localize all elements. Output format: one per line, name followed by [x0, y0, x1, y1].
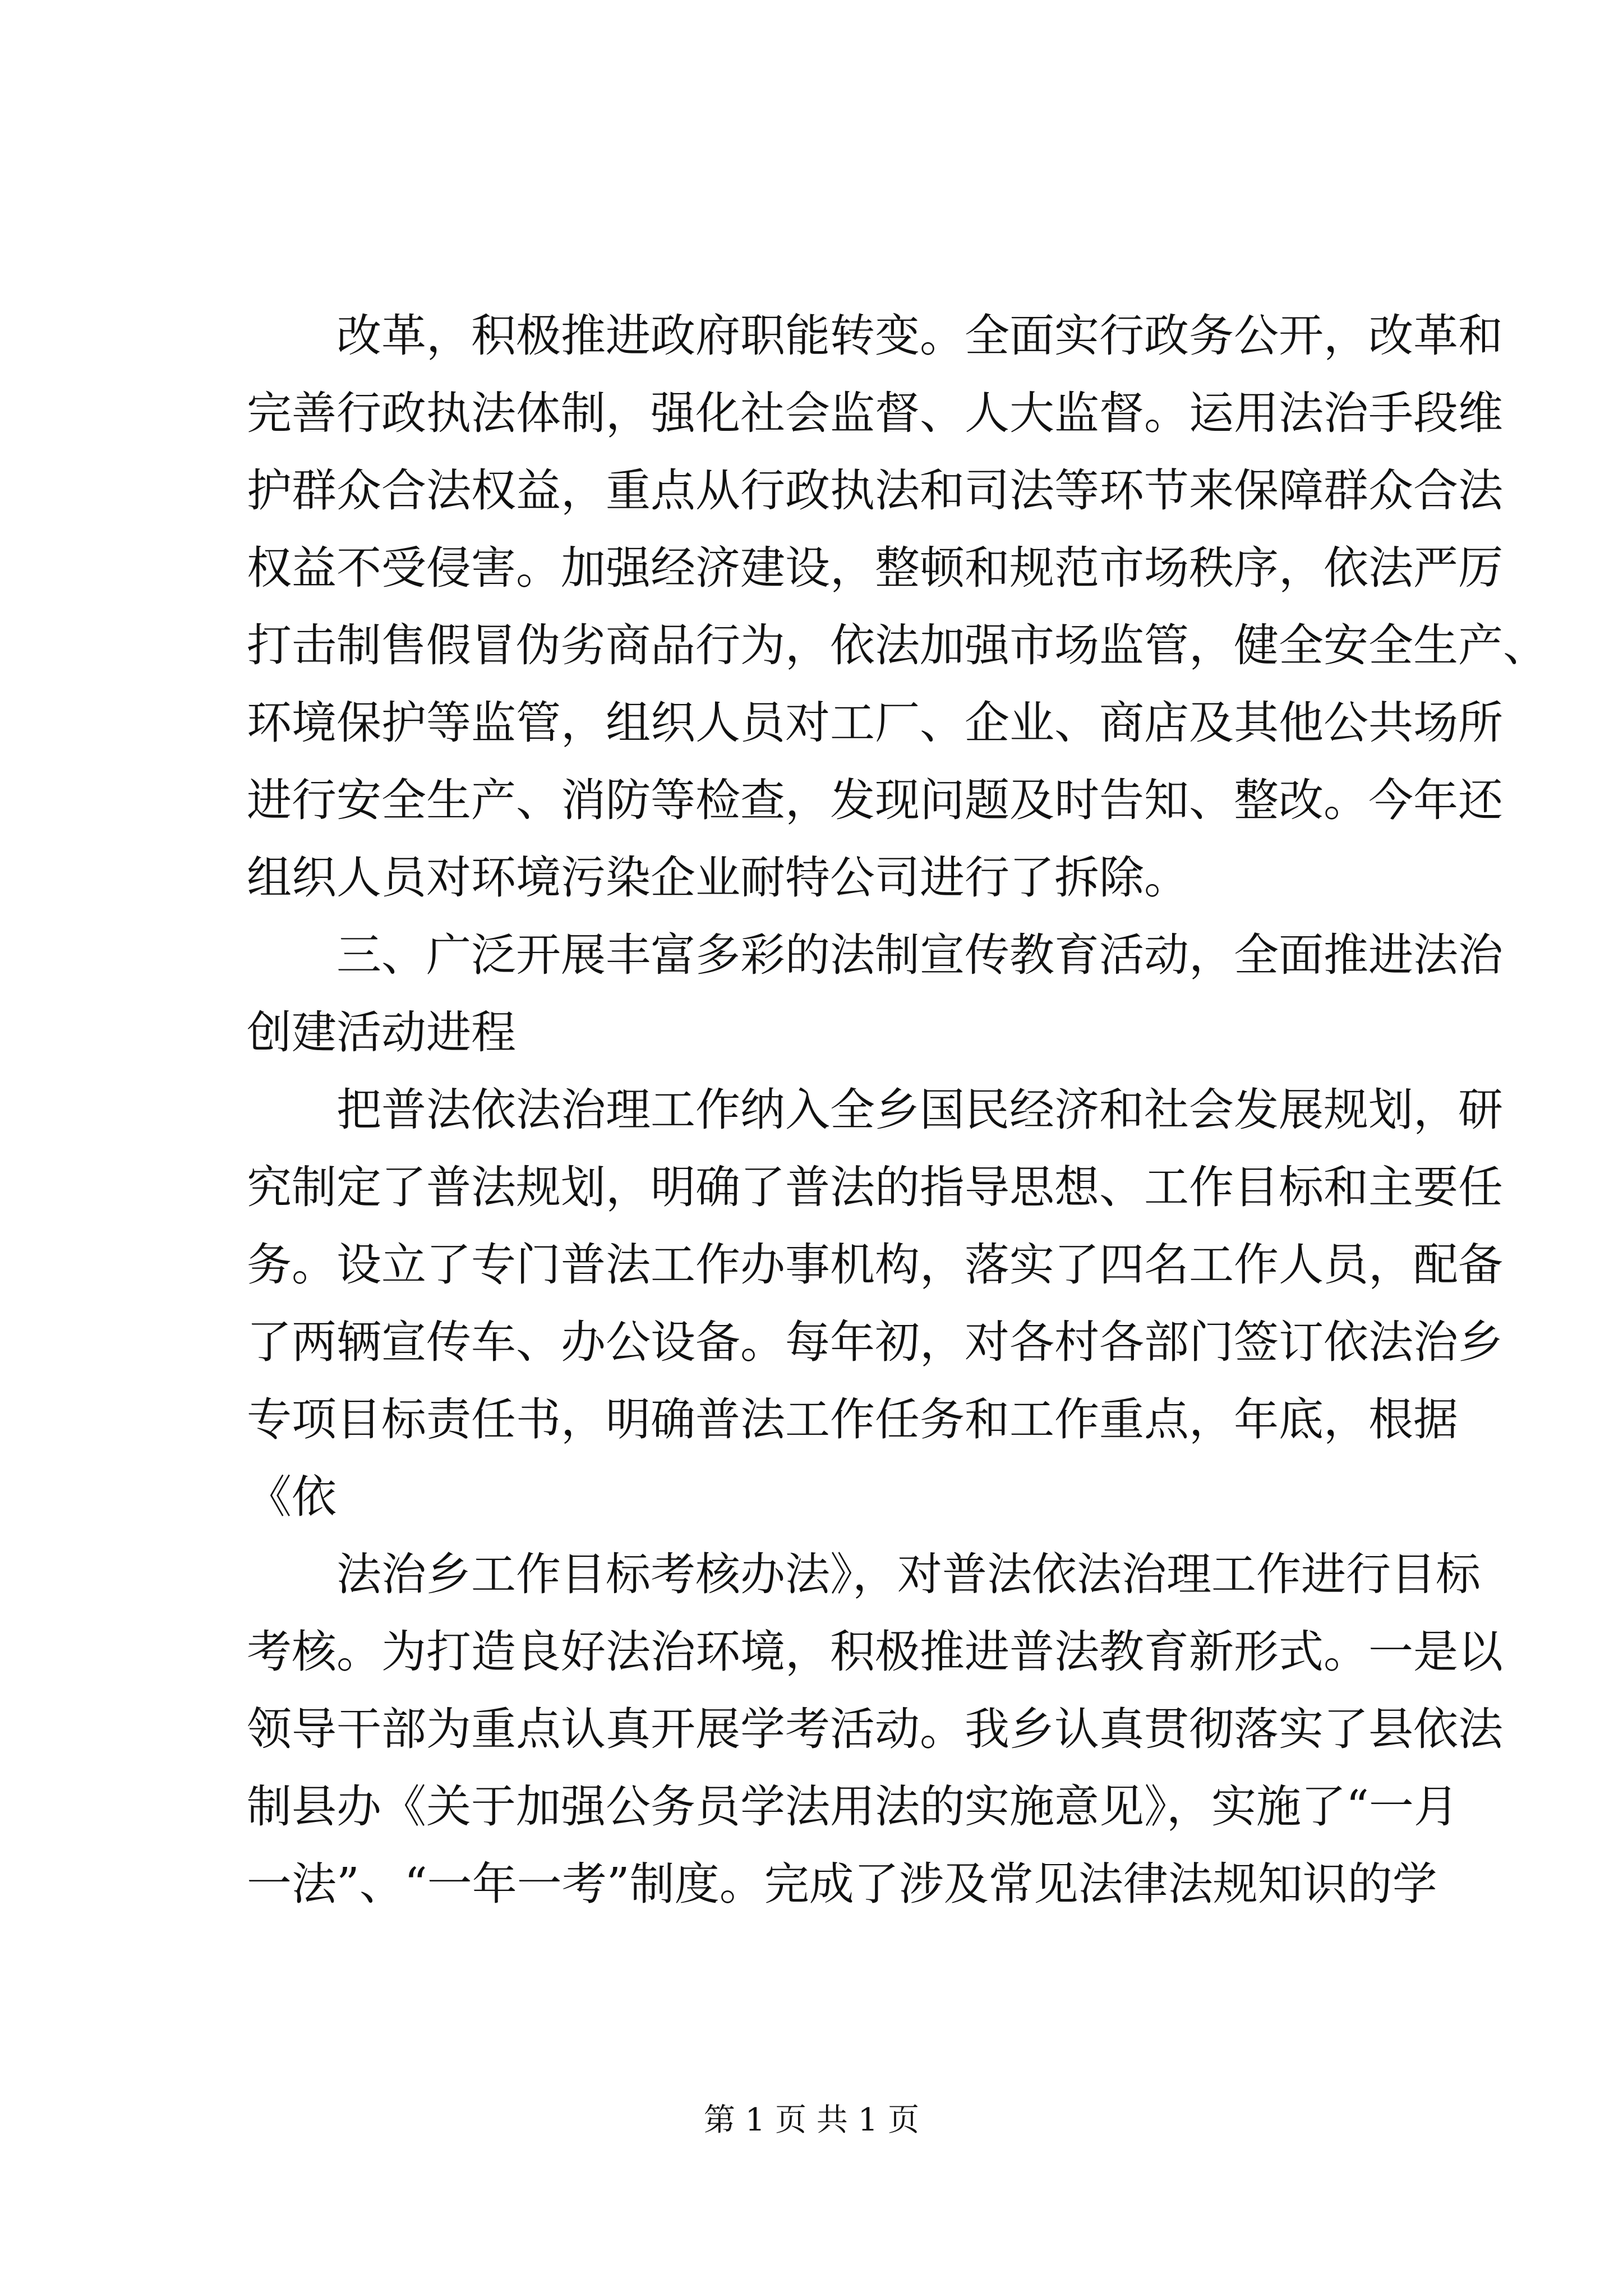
- text-line: 护群众合法权益，重点从行政执法和司法等环节来保障群众合法: [247, 464, 1503, 517]
- text-line: 领导干部为重点认真开展学考活动。我乡认真贯彻落实了县依法: [247, 1703, 1503, 1755]
- text-line: 权益不受侵害。加强经济建设，整顿和规范市场秩序，依法严厉: [247, 542, 1503, 594]
- text-line: 把普法依法治理工作纳入全乡国民经济和社会发展规划，研: [336, 1084, 1503, 1136]
- text-line: 专项目标责任书，明确普法工作任务和工作重点，年底，根据: [247, 1393, 1458, 1446]
- text-line: 考核。为打造良好法治环境，积极推进普法教育新形式。一是以: [247, 1626, 1503, 1678]
- text-line: 《依: [247, 1471, 336, 1523]
- text-line: 完善行政执法体制，强化社会监督、人大监督。运用法治手段维: [247, 387, 1503, 439]
- text-line: 法治乡工作目标考核办法》，对普法依法治理工作进行目标: [336, 1548, 1481, 1600]
- text-line: 务。设立了专门普法工作办事机构，落实了四名工作人员，配备: [247, 1239, 1503, 1291]
- section-heading: 创建活动进程: [247, 1006, 516, 1059]
- text-line: 制县办《关于加强公务员学法用法的实施意见》，实施了“一月: [247, 1780, 1459, 1833]
- text-line: 究制定了普法规划，明确了普法的指导思想、工作目标和主要任: [247, 1161, 1503, 1213]
- page-footer: 第 1 页 共 1 页: [703, 2102, 920, 2138]
- text-line: 进行安全生产、消防等检查，发现问题及时告知、整改。今年还: [247, 774, 1503, 826]
- section-heading: 三、广泛开展丰富多彩的法制宣传教育活动，全面推进法治: [336, 929, 1503, 981]
- text-line: 环境保护等监管，组织人员对工厂、企业、商店及其他公共场所: [247, 697, 1503, 749]
- text-line: 了两辆宣传车、办公设备。每年初，对各村各部门签订依法治乡: [247, 1316, 1503, 1368]
- text-line: 组织人员对环境污染企业耐特公司进行了拆除。: [247, 852, 1189, 904]
- text-line: 一法”、“一年一考”制度。完成了涉及常见法律法规知识的学: [247, 1858, 1437, 1910]
- text-line: 改革，积极推进政府职能转变。全面实行政务公开，改革和: [336, 310, 1503, 362]
- text-line: 打击制售假冒伪劣商品行为，依法加强市场监管，健全安全生产、: [247, 619, 1548, 671]
